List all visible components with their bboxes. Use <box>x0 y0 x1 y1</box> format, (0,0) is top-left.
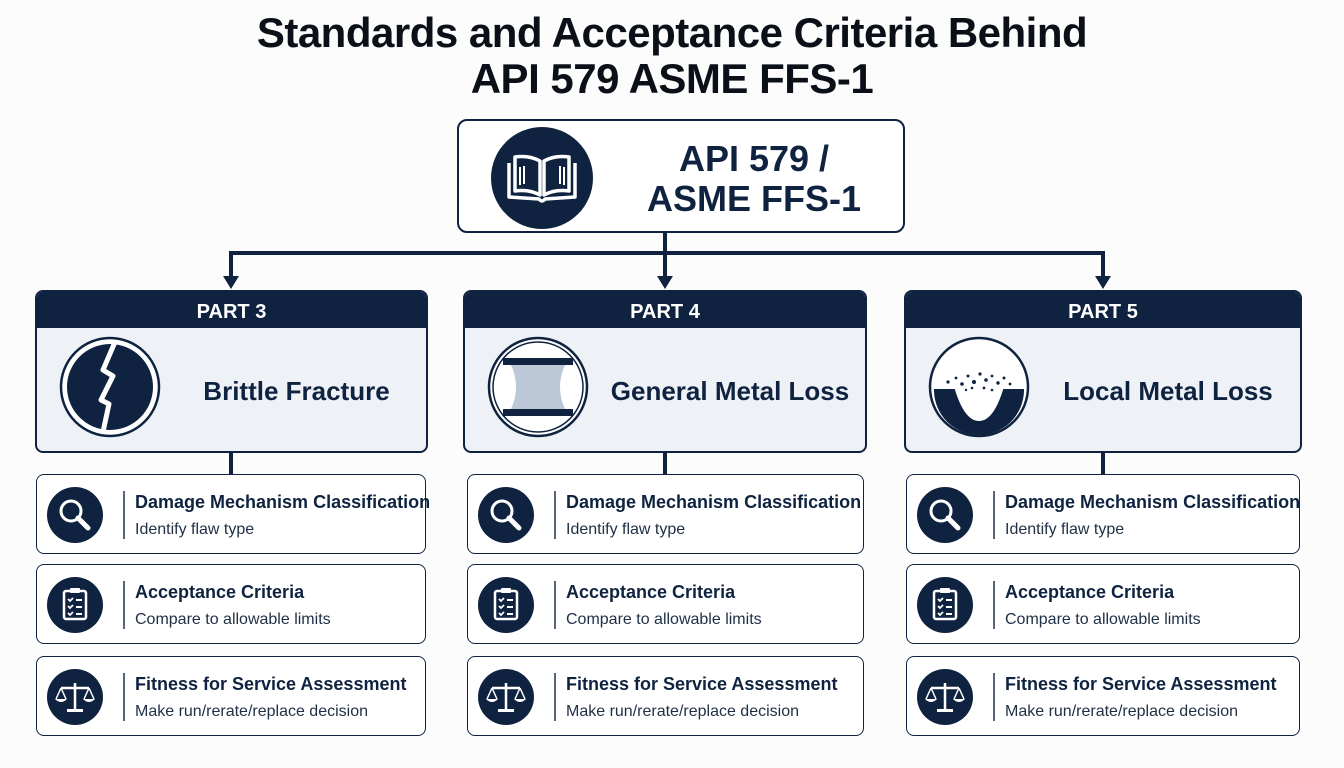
step-divider <box>554 581 556 629</box>
part-header: PART 4 <box>465 292 865 328</box>
step-description: Compare to allowable limits <box>566 611 762 628</box>
magnifier-icon <box>917 487 973 543</box>
step-title: Fitness for Service Assessment <box>1005 674 1277 694</box>
step-description: Make run/rerate/replace decision <box>566 703 800 720</box>
thinned-wall-icon <box>487 336 589 438</box>
step-fitness-assessment-part-4 <box>467 656 864 736</box>
part-4-card <box>463 290 867 453</box>
step-description: Make run/rerate/replace decision <box>135 703 369 720</box>
arrowhead-part-3 <box>223 276 239 289</box>
step-divider <box>123 673 125 721</box>
pitted-surface-icon <box>928 336 1030 438</box>
title-line-2: API 579 ASME FFS-1 <box>470 55 874 102</box>
magnifier-icon <box>478 487 534 543</box>
step-divider <box>123 491 125 539</box>
step-title: Damage Mechanism Classification <box>566 492 862 512</box>
root-label-line-1: API 579 / <box>678 138 830 179</box>
step-title: Acceptance Criteria <box>135 582 305 602</box>
step-description: Identify flaw type <box>1005 521 1125 538</box>
part-header: PART 5 <box>906 292 1300 328</box>
root-label <box>619 139 889 219</box>
step-acceptance-criteria-part-5 <box>906 564 1300 644</box>
balance-scale-icon <box>917 669 973 725</box>
clipboard-checklist-icon <box>917 577 973 633</box>
step-title: Damage Mechanism Classification <box>1005 492 1301 512</box>
step-damage-classification-part-3 <box>36 474 431 554</box>
clipboard-checklist-icon <box>47 577 103 633</box>
part-5-card <box>904 290 1302 453</box>
step-title: Fitness for Service Assessment <box>135 674 407 694</box>
cracked-circle-icon <box>59 336 161 438</box>
step-title: Acceptance Criteria <box>566 582 736 602</box>
clipboard-checklist-icon <box>478 577 534 633</box>
step-damage-classification-part-5 <box>906 474 1300 554</box>
part-name: General Metal Loss <box>610 376 850 406</box>
balance-scale-icon <box>478 669 534 725</box>
step-fitness-assessment-part-5 <box>906 656 1300 736</box>
step-divider <box>993 581 995 629</box>
step-divider <box>123 581 125 629</box>
arrowhead-part-4 <box>657 276 673 289</box>
step-description: Compare to allowable limits <box>1005 611 1201 628</box>
step-title: Damage Mechanism Classification <box>135 492 431 512</box>
step-title: Acceptance Criteria <box>1005 582 1175 602</box>
step-divider <box>993 673 995 721</box>
step-divider <box>554 673 556 721</box>
open-book-icon <box>491 127 593 229</box>
part-3-card <box>35 290 428 453</box>
step-description: Identify flaw type <box>566 521 686 538</box>
part-name: Brittle Fracture <box>203 376 390 406</box>
step-damage-classification-part-4 <box>467 474 864 554</box>
step-divider <box>993 491 995 539</box>
step-divider <box>554 491 556 539</box>
step-description: Make run/rerate/replace decision <box>1005 703 1239 720</box>
step-fitness-assessment-part-3 <box>36 656 426 736</box>
step-description: Compare to allowable limits <box>135 611 331 628</box>
root-label-line-2: ASME FFS-1 <box>646 178 861 219</box>
magnifier-icon <box>47 487 103 543</box>
step-title: Fitness for Service Assessment <box>566 674 838 694</box>
arrowhead-part-5 <box>1095 276 1111 289</box>
part-header: PART 3 <box>37 292 426 328</box>
title-line-1: Standards and Acceptance Criteria Behind <box>256 9 1088 56</box>
step-acceptance-criteria-part-4 <box>467 564 864 644</box>
balance-scale-icon <box>47 669 103 725</box>
step-acceptance-criteria-part-3 <box>36 564 426 644</box>
part-name: Local Metal Loss <box>1063 376 1273 406</box>
root-standard-box <box>457 119 905 233</box>
step-description: Identify flaw type <box>135 521 255 538</box>
